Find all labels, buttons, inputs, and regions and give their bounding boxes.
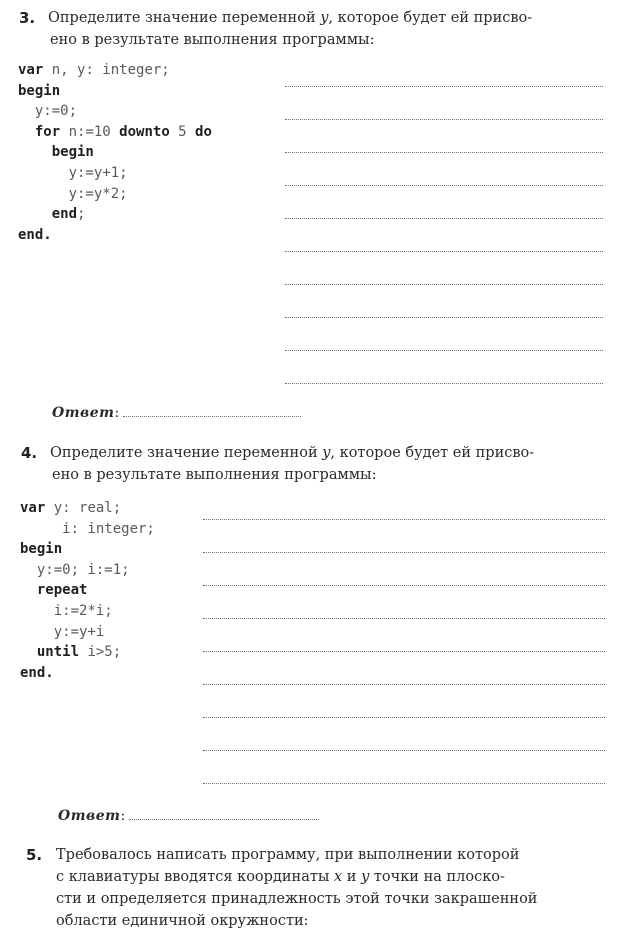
task-3-answer: [52, 405, 301, 421]
prompt-text: Требовалось написать программу, при выполнении которой: [56, 847, 520, 863]
prompt-text: , которое будет ей присво-: [328, 10, 533, 26]
work-line[interactable]: [285, 86, 603, 87]
prompt-text: Определите значение переменной: [50, 445, 323, 461]
code-line: [20, 519, 155, 540]
code-text: y:=0; i:=1;: [20, 561, 130, 578]
code-keyword: do: [195, 123, 212, 140]
code-keyword: until: [36, 644, 80, 661]
work-line[interactable]: [203, 717, 605, 718]
variable-y: y: [320, 10, 329, 26]
code-keyword: end: [51, 206, 78, 223]
code-keyword: end.: [20, 664, 54, 681]
work-line[interactable]: [285, 350, 603, 351]
task-4-prompt: [50, 442, 534, 486]
code-keyword: begin: [20, 541, 63, 558]
work-line[interactable]: [285, 152, 603, 153]
code-text: n:=10: [60, 123, 120, 140]
code-text: ;: [77, 206, 86, 223]
prompt-text: Определите значение переменной: [48, 10, 321, 26]
code-line: [20, 642, 121, 663]
code-text: i>5;: [79, 644, 122, 661]
answer-colon: :: [114, 405, 120, 421]
work-line[interactable]: [285, 284, 603, 285]
code-line: [18, 122, 212, 143]
code-keyword: downto: [119, 123, 170, 140]
code-text: [18, 124, 35, 140]
code-line: [20, 622, 104, 643]
answer-field[interactable]: [123, 416, 301, 417]
task-4-answer: [58, 808, 319, 824]
code-line: [20, 539, 62, 560]
variable-y: y: [322, 445, 331, 461]
prompt-text: сти и определяется принадлежность этой точки закрашенной: [56, 891, 538, 907]
answer-field[interactable]: [129, 819, 319, 820]
answer-label: Ответ: [58, 808, 121, 824]
work-line[interactable]: [203, 651, 605, 652]
task-4-number: 4.: [21, 444, 38, 462]
work-line[interactable]: [285, 185, 603, 186]
code-text: [18, 144, 52, 160]
work-line[interactable]: [285, 119, 603, 120]
code-line: [18, 163, 128, 184]
code-line: [18, 81, 60, 102]
code-keyword: begin: [18, 82, 61, 99]
code-line: [18, 204, 85, 225]
code-text: y:=y*2;: [18, 185, 128, 202]
code-line: [18, 101, 77, 122]
code-text: y:=y+1;: [18, 165, 128, 181]
code-text: [20, 582, 37, 598]
prompt-text: , которое будет ей присво-: [330, 445, 535, 461]
work-line[interactable]: [203, 519, 605, 520]
code-text: i:=2*i;: [20, 603, 113, 619]
code-text: n, y: integer;: [43, 62, 170, 78]
task-5-prompt: [56, 844, 537, 932]
work-line[interactable]: [203, 618, 605, 619]
task-3-prompt: [48, 7, 532, 51]
work-line[interactable]: [285, 317, 603, 318]
variable-y: y: [361, 869, 370, 885]
code-line: [18, 60, 170, 81]
code-line: [18, 142, 94, 163]
code-text: [18, 206, 52, 222]
code-line: [20, 601, 113, 622]
work-line[interactable]: [203, 750, 605, 751]
code-text: y:=0;: [18, 103, 78, 120]
code-line: [20, 498, 121, 519]
prompt-text: ено в результате выполнения программы:: [50, 32, 375, 48]
code-line: [18, 225, 52, 246]
work-line[interactable]: [203, 783, 605, 784]
work-line[interactable]: [285, 251, 603, 252]
code-text: i: integer;: [20, 520, 155, 537]
code-keyword: for: [34, 123, 61, 140]
work-line[interactable]: [203, 552, 605, 553]
work-line[interactable]: [285, 218, 603, 219]
code-text: 5: [169, 123, 196, 140]
code-text: y: real;: [45, 500, 122, 516]
prompt-text: и: [342, 869, 362, 885]
code-line: [20, 560, 130, 581]
code-line: [20, 580, 87, 601]
code-keyword: end.: [18, 226, 52, 243]
task-5-number: 5.: [26, 846, 43, 864]
prompt-text: с клавиатуры вводятся координаты: [56, 869, 335, 885]
code-line: [20, 663, 54, 684]
code-line: [18, 184, 128, 205]
code-keyword: begin: [51, 144, 94, 161]
variable-x: x: [334, 869, 343, 885]
answer-colon: :: [120, 808, 126, 824]
code-keyword: repeat: [36, 582, 88, 599]
code-keyword: var: [18, 62, 44, 78]
work-line[interactable]: [285, 383, 603, 384]
answer-label: Ответ: [52, 405, 115, 421]
work-line[interactable]: [203, 585, 605, 586]
prompt-text: точки на плоско-: [369, 869, 505, 885]
code-text: [20, 644, 37, 660]
prompt-text: области единичной окружности:: [56, 913, 309, 929]
work-line[interactable]: [203, 684, 605, 685]
code-keyword: var: [20, 500, 46, 516]
prompt-text: ено в результате выполнения программы:: [52, 467, 377, 483]
code-text: y:=y+i: [20, 623, 105, 640]
task-3-number: 3.: [19, 9, 36, 27]
